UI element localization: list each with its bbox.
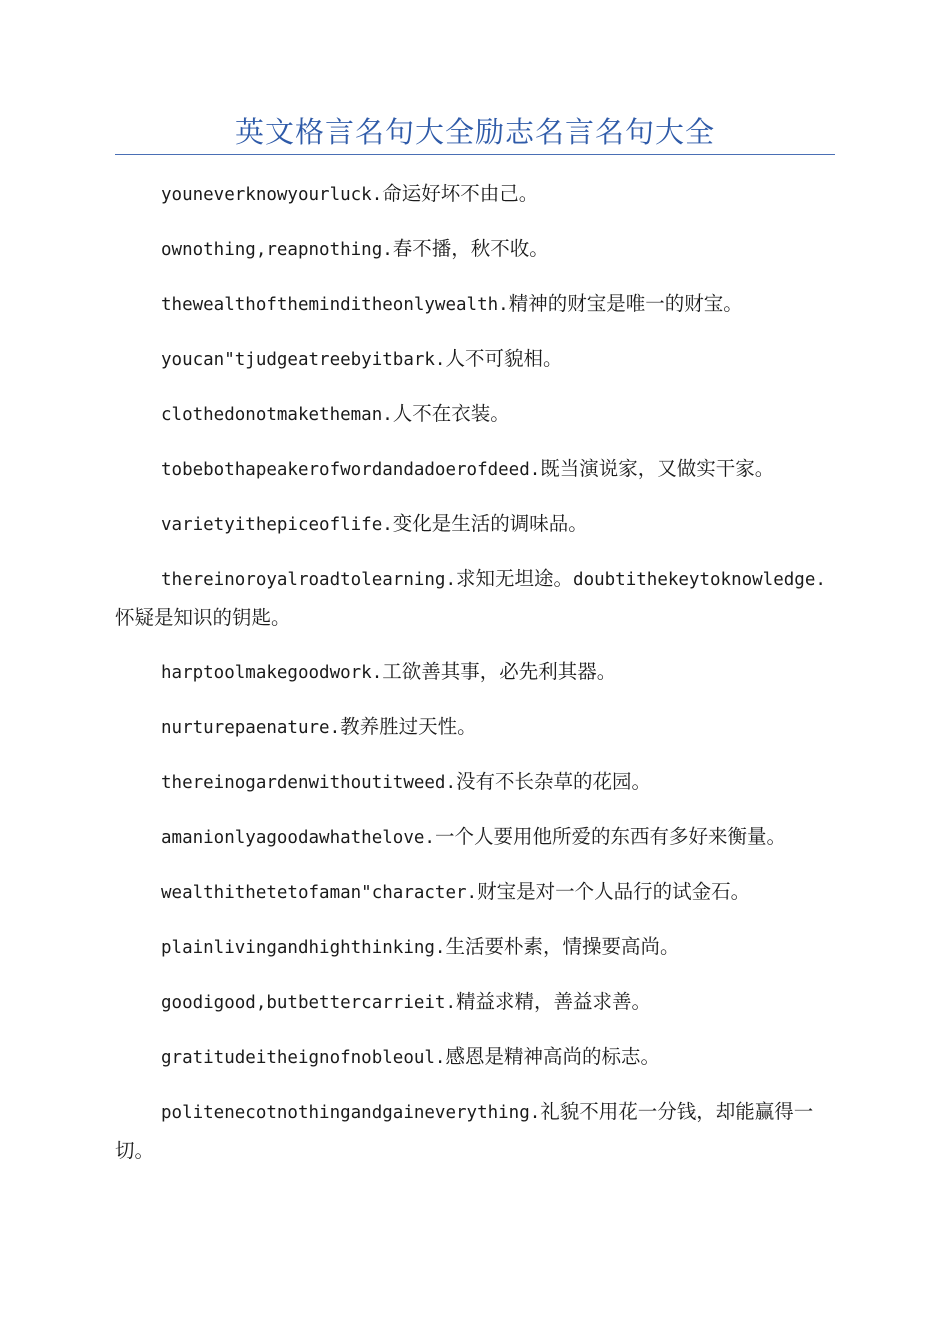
quote-paragraph — [115, 560, 835, 637]
quote-paragraph — [115, 340, 835, 379]
page-title: 英文格言名句大全励志名言名句大全 — [234, 115, 715, 149]
quote-paragraph — [115, 928, 835, 967]
quote-chinese: 礼貌不用花一分钱，却能赢得一切。 — [115, 1100, 814, 1162]
quote-chinese: 春不播，秋不收。 — [392, 237, 549, 260]
quote-paragraph — [115, 818, 835, 857]
quote-chinese: 没有不长杂草的花园。 — [456, 770, 652, 793]
quote-english: youcan"tjudgeatreebyitbark. — [161, 350, 446, 370]
quote-paragraph — [115, 983, 835, 1022]
quote-paragraph — [115, 395, 835, 434]
quote-english: clothedonotmaketheman. — [161, 405, 393, 425]
quote-chinese: 工欲善其事，必先利其器。 — [382, 660, 617, 683]
quote-paragraph — [115, 708, 835, 747]
quote-english: varietyithepiceoflife. — [161, 515, 393, 535]
quote-chinese: 财宝是对一个人品行的试金石。 — [477, 880, 751, 903]
quote-english: thereinogardenwithoutitweed. — [161, 773, 457, 793]
quote-chinese: 命运好坏不由己。 — [382, 182, 539, 205]
quote-chinese: 教养胜过天性。 — [340, 715, 477, 738]
quote-chinese: 既当演说家，又做实干家。 — [540, 457, 775, 480]
quote-chinese: 生活要朴素，情操要高尚。 — [445, 935, 680, 958]
document-body — [115, 175, 835, 1186]
quote-english: thereinoroyalroadtolearning. — [161, 570, 457, 590]
quote-paragraph — [115, 175, 835, 214]
quote-english: goodigood,butbettercarrieit. — [161, 993, 457, 1013]
quote-english: gratitudeitheignofnobleoul. — [161, 1048, 446, 1068]
quote-paragraph — [115, 653, 835, 692]
quote-english: politenecotnothingandgaineverything. — [161, 1103, 541, 1123]
quote-english: thewealthoftheminditheonlywealth. — [161, 295, 509, 315]
quote-chinese: 感恩是精神高尚的标志。 — [445, 1045, 660, 1068]
title-underline — [115, 154, 835, 155]
quote-chinese: 一个人要用他所爱的东西有多好来衡量。 — [434, 825, 786, 848]
quote-english: harptoolmakegoodwork. — [161, 663, 383, 683]
quote-chinese: 变化是生活的调味品。 — [392, 512, 588, 535]
quote-english: plainlivingandhighthinking. — [161, 938, 446, 958]
quote-chinese: 精益求精，善益求善。 — [456, 990, 652, 1013]
quote-paragraph — [115, 1093, 835, 1170]
quote-paragraph — [115, 873, 835, 912]
quote-paragraph — [115, 1038, 835, 1077]
quote-chinese: 怀疑是知识的钥匙。 — [115, 606, 291, 629]
quote-paragraph — [115, 763, 835, 802]
quote-english: ownothing,reapnothing. — [161, 240, 393, 260]
quote-english: amanionlyagoodawhathelove. — [161, 828, 435, 848]
quote-english: tobebothapeakerofwordandadoerofdeed. — [161, 460, 541, 480]
quote-chinese: 求知无坦途。 — [456, 567, 574, 590]
quote-paragraph — [115, 230, 835, 269]
quote-english: youneverknowyourluck. — [161, 185, 383, 205]
quote-english: wealthithetetofaman"character. — [161, 883, 478, 903]
quote-english: doubtithekeytoknowledge. — [573, 570, 826, 590]
quote-paragraph — [115, 285, 835, 324]
quote-paragraph — [115, 450, 835, 489]
quote-english: nurturepaenature. — [161, 718, 341, 738]
quote-chinese: 精神的财宝是唯一的财宝。 — [508, 292, 743, 315]
quote-chinese: 人不可貌相。 — [445, 347, 563, 370]
quote-paragraph — [115, 505, 835, 544]
quote-chinese: 人不在衣装。 — [392, 402, 510, 425]
